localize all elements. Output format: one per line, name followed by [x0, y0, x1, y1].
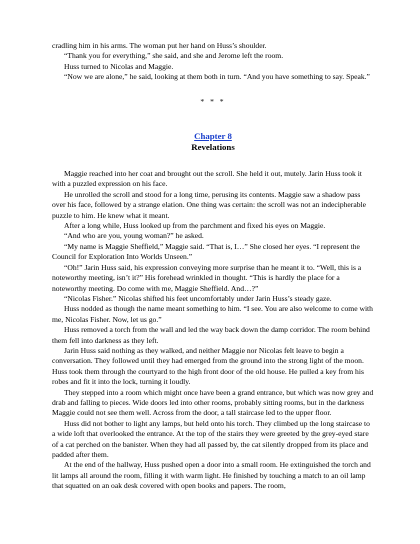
- body-paragraph: Huss did not bother to light any lamps, but held onto his torch. They climbed up the long staircase to a wide loft that overlooked the entrance. At the top of the stairs they were greeted by the grey-eyed stare of a cat perched on the banister. When they had all passed by, the cat silently dropped from its place and padded after them.: [52, 418, 370, 459]
- lead-paragraph: “Thank you for everything,” she said, and she and Jerome left the room.: [64, 51, 284, 61]
- chapter-body: [52, 169, 374, 492]
- body-paragraph: “Oh!” Jarin Huss said, his expression conveying more surprise than he meant it to. “Well, this is a noteworthy meeting, isn’t it?” His forehead wrinkled in thought. “This is hardly the place for a noteworthy meeting. Do come with me, Maggie Sheffield. And…?”: [52, 262, 362, 293]
- body-paragraph: Huss removed a torch from the wall and led the way back down the damp corridor. The room behind them fell into darkness as they left.: [52, 325, 370, 345]
- lead-paragraph: “Now we are alone,” he said, looking at them both in turn. “And you have something to say. Speak.”: [64, 72, 370, 82]
- lead-paragraph: Huss turned to Nicolas and Maggie.: [64, 61, 174, 71]
- body-paragraph: “My name is Maggie Sheffield,” Maggie said. “That is, I…” She closed her eyes. “I represent the Council for Exploration Into Worlds Unseen.”: [52, 241, 360, 262]
- body-paragraph: “And who are you, young woman?” he asked.: [64, 231, 204, 241]
- chapter-number-link[interactable]: Chapter 8: [194, 131, 232, 142]
- body-paragraph: Jarin Huss said nothing as they walked, and neither Maggie nor Nicolas felt leave to begin a conversation. They followed until they had emerged from the ground into the strong light of the moon. Huss took them through the courtyard to the high front door of the old house. He pulled a key from his robes and fit it into the lock, turning it loudly.: [52, 345, 364, 387]
- body-paragraph: “Nicolas Fisher.” Nicolas shifted his feet uncomfortably under Jarin Huss’s steady gaze.: [64, 293, 332, 303]
- book-page: [52, 41, 374, 492]
- body-paragraph: They stepped into a room which might once have been a grand entrance, but which was now grey and drab and falling to pieces. Wide doors led into other rooms, probably sitting rooms, but in the darkness Maggie could not see them well. Across from the door, a tall staircase led to the upper floor.: [52, 387, 374, 418]
- body-paragraph: Maggie reached into her coat and brought out the scroll. She held it out, mutely. Jarin Huss took it with a puzzled expression on his face.: [52, 169, 362, 189]
- body-paragraph: He unrolled the scroll and stood for a long time, perusing its contents. Maggie saw a shadow pass over his face, followed by a strange elation. One thing was certain: the scroll was not an indecipherable puzzle to him. He knew what it meant.: [52, 189, 366, 220]
- body-paragraph: After a long while, Huss looked up from the parchment and fixed his eyes on Maggie.: [64, 221, 326, 231]
- body-paragraph: At the end of the hallway, Huss pushed open a door into a small room. He extinguished the torch and lit lamps all around the room, filling it with warm light. He finished by touching a match to an oil lamp that squatted on an oak desk covered with open books and papers. The room,: [52, 460, 371, 491]
- chapter-title: Revelations: [191, 142, 235, 153]
- lead-section: [52, 41, 374, 83]
- body-paragraph: Huss nodded as though the name meant something to him. “I see. You are also welcome to come with me, Nicolas Fisher. Now, let us go.”: [52, 304, 373, 324]
- lead-paragraph: cradling him in his arms. The woman put her hand on Huss’s shoulder.: [52, 41, 267, 50]
- scene-separator: * * *: [200, 96, 226, 106]
